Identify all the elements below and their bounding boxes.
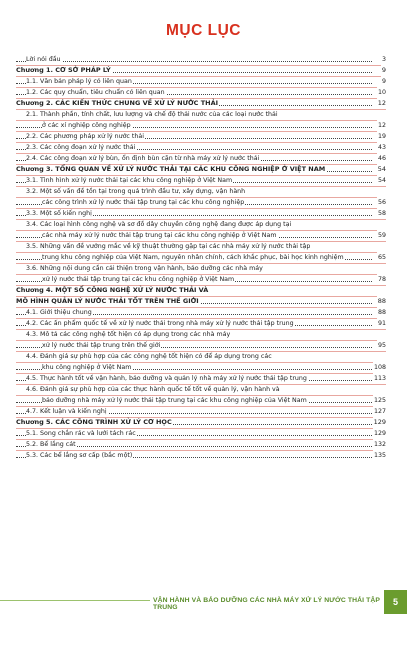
toc-chapter-entry[interactable] [16,285,386,296]
toc-entry-page: 46 [377,155,386,162]
toc-entry[interactable] [16,54,386,65]
toc-entry-title: 5.2. Bể lắng cát [26,441,76,448]
toc-entry-title: 2.2. Các phương pháp xử lý nước thải [26,133,144,140]
toc-entry-page: 58 [377,210,386,217]
row-divider [16,274,386,275]
toc-entry-page: 91 [377,320,386,327]
toc-entry[interactable] [16,131,386,142]
row-divider [16,450,386,451]
toc-entry-title: Chương 4. MỘT SỐ CÔNG NGHỆ XỬ LÝ NƯỚC THẢI VÀ [16,286,209,294]
toc-entry-title: bảo dưỡng nhà máy xử lý nước thải tập trung tại các khu công nghiệp của Việt Nam [42,397,307,404]
toc-entry[interactable] [16,120,386,131]
toc-entry-page: 59 [377,232,386,239]
toc-entry-page: 108 [373,364,386,371]
toc-entry-title: khu công nghiệp ở Việt Nam [42,364,132,371]
toc-entry-title: 4.3. Mô tả các công nghệ tốt hiện có áp dụng trong các nhà máy [26,331,231,338]
toc-entry-title: 3.2. Một số vấn đề tồn tại trong quá trình đầu tư, xây dựng, vận hành [26,188,246,195]
row-divider [16,428,386,429]
toc-entry-title: 1.1. Văn bản pháp lý có liên quan [26,78,132,85]
toc-entry-page: 3 [381,56,386,63]
toc-entry[interactable] [16,307,386,318]
toc-entry[interactable] [16,175,386,186]
row-divider [16,175,386,176]
toc-entry-page: 65 [377,254,386,261]
row-divider [16,197,386,198]
toc-entry[interactable] [16,340,386,351]
toc-entry[interactable] [16,318,386,329]
toc-entry[interactable] [16,373,386,384]
toc-entry-title: 4.5. Thực hành tốt về vận hành, bảo dưỡng và quản lý nhà máy xử lý nước thải tập trung [26,375,307,382]
toc-entry-title: trung khu công nghiệp của Việt Nam, nguyên nhân chính, cách khắc phục, bài học kinh nghiệm [42,254,344,261]
toc-entry-title: 2.3. Các công đoạn xử lý nước thải [26,144,136,151]
toc-chapter-entry[interactable] [16,65,386,76]
row-divider [16,362,386,363]
toc-entry-title: 2.4. Các công đoạn xử lý bùn, ổn định bùn cặn từ nhà máy xử lý nước thải [26,155,260,162]
toc-chapter-entry[interactable] [16,164,386,175]
toc-entry-title: 5.1. Song chắn rác và lưới tách rác [26,430,136,437]
toc-entry-title: 3.3. Một số kiến nghị [26,210,92,217]
row-divider [16,373,386,374]
toc-entry-page: 12 [377,122,386,129]
row-divider [16,120,386,121]
toc-entry-title: ở các xí nghiệp công nghiệp [42,122,131,129]
toc-entry[interactable] [16,230,386,241]
toc-entry-page: 56 [377,199,386,206]
toc-entry-page: 19 [377,133,386,140]
row-divider [16,153,386,154]
toc-entry[interactable] [16,87,386,98]
toc-entry-page: 10 [377,89,386,96]
row-divider [16,384,386,385]
toc-entry-title: xử lý nước thải tập trung tại các khu công nghiệp ở Việt Nam [42,276,235,283]
row-divider [16,230,386,231]
toc-entry-page: 9 [381,66,386,74]
footer-book-title: VẬN HÀNH VÀ BẢO DƯỠNG CÁC NHÀ MÁY XỬ LÝ NƯỚC THẢI TẬP TRUNG [150,597,407,611]
row-divider [16,263,386,264]
toc-entry-page: 113 [373,375,386,382]
toc-entry-page: 125 [373,397,386,404]
row-divider [16,219,386,220]
toc-entry-page: 54 [377,177,386,184]
toc-entry-page: 12 [377,99,386,107]
toc-entry[interactable] [16,219,386,230]
toc-entry-title: 4.1. Giới thiệu chung [26,309,92,316]
row-divider [16,351,386,352]
toc-entry[interactable] [16,208,386,219]
toc-entry-title: 3.4. Các loại hình công nghệ và sơ đồ dây chuyền công nghệ đang được áp dụng tại [26,221,292,228]
toc-entry[interactable] [16,186,386,197]
toc-entry[interactable] [16,263,386,274]
row-divider [16,252,386,253]
toc-entry-title: 2.1. Thành phần, tính chất, lưu lượng và chế độ thải nước của các loại nước thải [26,111,278,118]
row-divider [16,241,386,242]
row-divider [16,329,386,330]
toc-entry-title: Chương 1. CƠ SỞ PHÁP LÝ [16,66,111,74]
toc-entry[interactable] [16,252,386,263]
toc-entry-page: 132 [373,441,386,448]
toc-entry-page: 129 [373,418,386,426]
toc-entry[interactable] [16,274,386,285]
toc-entry[interactable] [16,241,386,252]
toc-entry-title: Lời nói đầu [26,56,61,63]
toc-entry-title: MÔ HÌNH QUẢN LÝ NƯỚC THẢI TỐT TRÊN THẾ GIỚI [16,297,199,305]
toc-entry-title: 1.2. Các quy chuẩn, tiêu chuẩn có liên quan [26,89,165,96]
toc-entry-title: Chương 3. TỔNG QUAN VỀ XỬ LÝ NƯỚC THẢI TẠI CÁC KHU CÔNG NGHIỆP Ở VIỆT NAM [16,165,326,173]
toc-entry-title: Chương 2. CÁC KIẾN THỨC CHUNG VỀ XỬ LÝ NƯỚC THẢI [16,99,219,107]
toc-entry[interactable] [16,197,386,208]
row-divider [16,340,386,341]
toc-entry[interactable] [16,439,386,450]
toc-entry[interactable] [16,142,386,153]
leader-dots [16,61,372,62]
row-divider [16,208,386,209]
toc-entry-page: 88 [377,297,386,305]
toc-chapter-entry[interactable] [16,417,386,428]
toc-entry[interactable] [16,153,386,164]
toc-entry-page: 78 [377,276,386,283]
toc-entry-page: 129 [373,430,386,437]
row-divider [16,142,386,143]
toc-entry-page: 127 [373,408,386,415]
toc-entry-title: Chương 5. CÁC CÔNG TRÌNH XỬ LÝ CƠ HỌC [16,418,172,426]
toc-entry-title: 5.3. Các bể lắng sơ cấp (bắc một) [26,452,133,459]
toc-entry[interactable] [16,406,386,417]
toc-entry-title: 4.7. Kết luận và kiến nghị [26,408,107,415]
toc-chapter-entry[interactable] [16,98,386,109]
toc-entry-title: 3.6. Những nội dung cần cải thiện trong vận hành, bảo dưỡng các nhà máy [26,265,263,272]
toc-entry-page: 43 [377,144,386,151]
toc-entry-title: 3.5. Những vấn đề vướng mắc về kỹ thuật thường gặp tại các nhà máy xử lý nước thải tập [26,243,311,250]
row-divider [16,109,386,110]
table-of-contents [16,54,386,461]
toc-entry[interactable] [16,384,386,395]
toc-entry-title: các công trình xử lý nước thải tập trung tại các khu công nghiệp [42,199,245,206]
toc-entry-title: 4.4. Đánh giá sự phù hợp của các công nghệ tốt hiện có để áp dụng trong các [26,353,272,360]
toc-entry-page: 95 [377,342,386,349]
toc-entry-page: 88 [377,309,386,316]
toc-entry[interactable] [16,450,386,461]
toc-entry[interactable] [16,329,386,340]
row-divider [16,318,386,319]
toc-entry-title: các nhà máy xử lý nước thải tập trung tại các khu công nghiệp ở Việt Nam [42,232,277,239]
row-divider [16,395,386,396]
toc-entry-page: 54 [377,165,386,173]
row-divider [16,439,386,440]
page-footer [0,590,407,612]
toc-entry[interactable] [16,109,386,120]
toc-entry-title: 4.2. Các ấn phẩm quốc tế về xử lý nước thải trong nhà máy xử lý nước thải tập trung [26,320,294,327]
toc-entry-title: 4.6. Đánh giá sự phù hợp của các thực hành quốc tế tốt về quản lý, vận hành và [26,386,280,393]
toc-entry-title: 3.1. Tình hình xử lý nước thải tại các khu công nghiệp ở Việt Nam [26,177,233,184]
row-divider [16,76,386,77]
toc-entry[interactable] [16,362,386,373]
toc-entry[interactable] [16,76,386,87]
row-divider [16,87,386,88]
toc-entry[interactable] [16,428,386,439]
toc-entry-page: 135 [373,452,386,459]
page-title: MỤC LỤC [166,22,241,39]
row-divider [16,131,386,132]
row-divider [16,406,386,407]
toc-chapter-entry[interactable] [16,296,386,307]
toc-entry-page: 9 [381,78,386,85]
row-divider [16,307,386,308]
toc-entry-title: xử lý nước thải tập trung trên thế giới [42,342,161,349]
page-number-badge: 5 [384,590,407,614]
toc-entry[interactable] [16,351,386,362]
row-divider [16,186,386,187]
toc-entry[interactable] [16,395,386,406]
